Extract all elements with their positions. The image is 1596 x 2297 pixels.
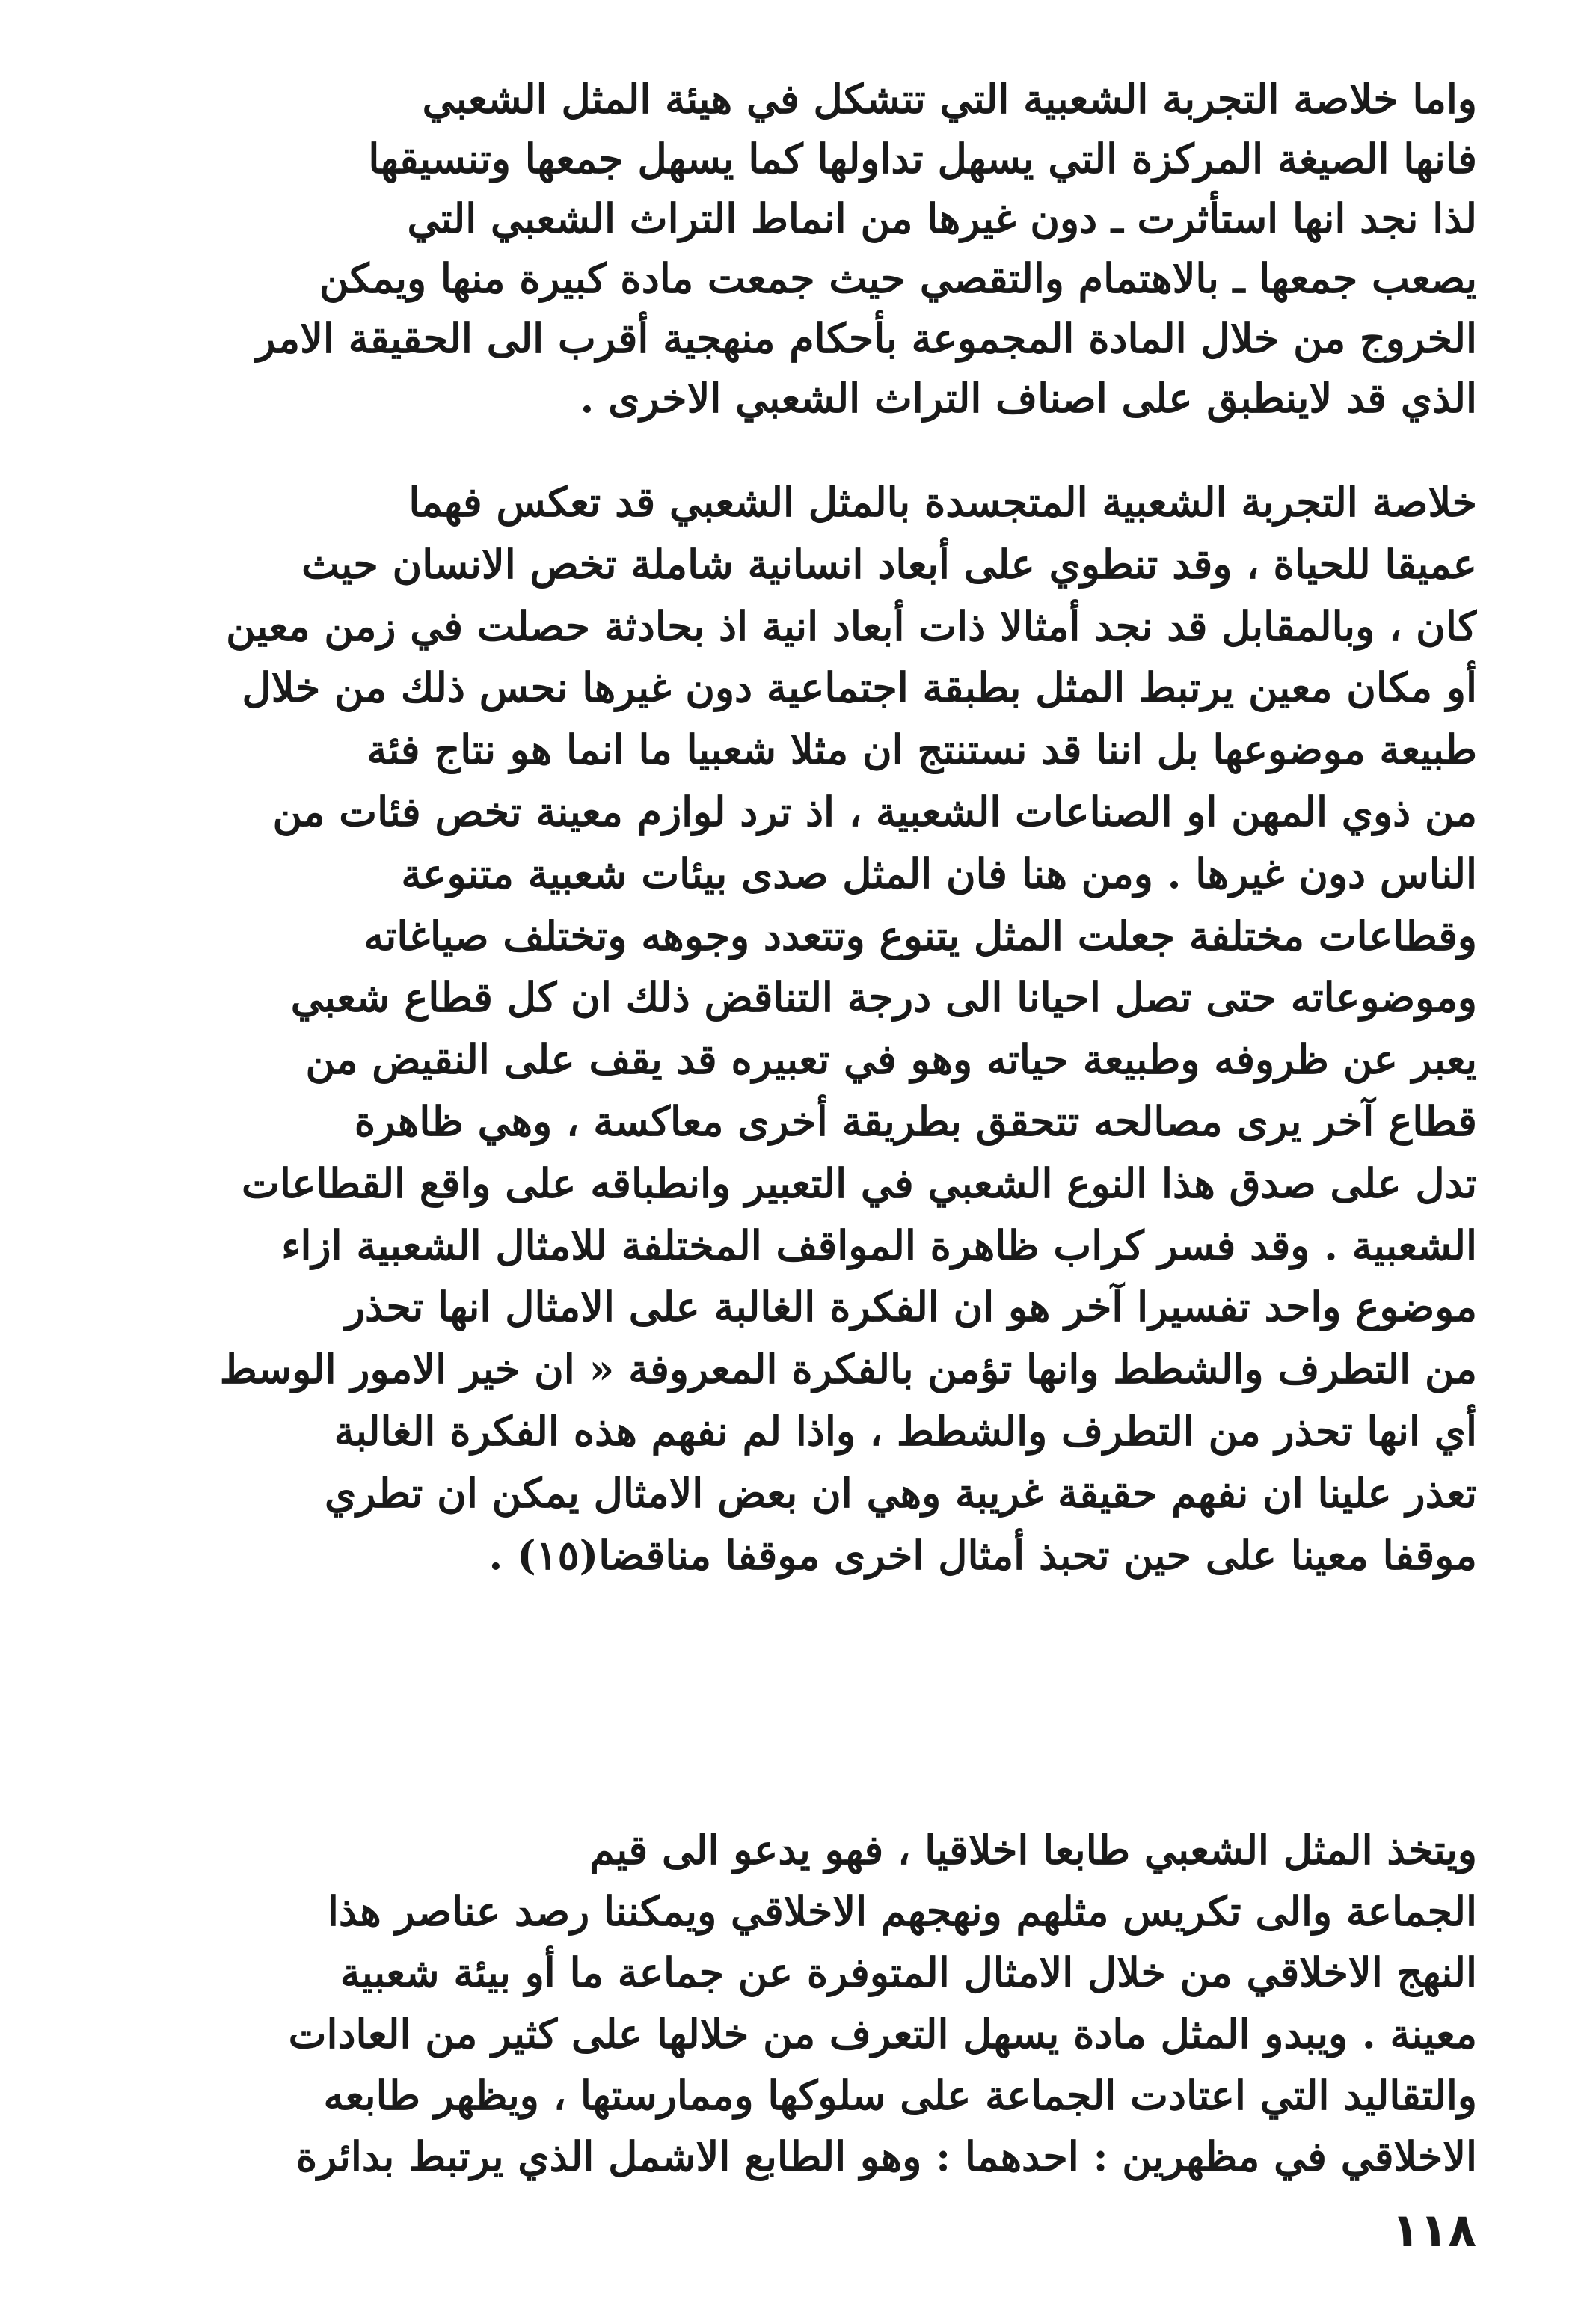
text-line: من ذوي المهن او الصناعات الشعبية ، اذ ترد لوازم معينة تخص فئات من [272, 787, 1477, 835]
text-line: تدل على صدق هذا النوع الشعبي في التعبير وانطباقه على واقع القطاعات [242, 1159, 1477, 1207]
text-line: لذا نجد انها استأثرت ـ دون غيرها من انماط التراث الشعبي التي [407, 194, 1477, 242]
paragraph-2 [153, 471, 1477, 1586]
paragraph-3 [153, 1819, 1477, 2187]
text-line: الشعبية . وقد فسر كراب ظاهرة المواقف المختلفة للامثال الشعبية ازاء [281, 1221, 1477, 1269]
text-line: النهج الاخلاقي من خلال الامثال المتوفرة عن جماعة ما أو بيئة شعبية [340, 1948, 1477, 1996]
text-line: الخروج من خلال المادة المجموعة بأحكام منهجية أقرب الى الحقيقة الامر [256, 314, 1477, 362]
text-line: خلاصة التجربة الشعبية المتجسدة بالمثل الشعبي قد تعكس فهما [408, 478, 1477, 526]
text-line: يصعب جمعها ـ بالاهتمام والتقصي حيث جمعت مادة كبيرة منها ويمكن [319, 254, 1477, 302]
text-line: تعذر علينا ان نفهم حقيقة غريبة وهي ان بعض الامثال يمكن ان تطري [324, 1468, 1477, 1517]
text-line: واما خلاصة التجربة الشعبية التي تتشكل في هيئة المثل الشعبي [422, 75, 1477, 123]
text-line: الناس دون غيرها . ومن هنا فان المثل صدى بيئات شعبية متنوعة [401, 849, 1477, 898]
paragraph-1 [153, 69, 1477, 428]
text-line: موضوع واحد تفسيرا آخر هو ان الفكرة الغالبة على الامثال انها تحذر [345, 1283, 1477, 1331]
text-line: والتقاليد التي اعتادت الجماعة على سلوكها وممارستها ، ويظهر طابعه [323, 2071, 1477, 2119]
text-line: الذي قد لاينطبق على اصناف التراث الشعبي الاخرى . [580, 374, 1477, 422]
text-line: من التطرف والشطط وانها تؤمن بالفكرة المعروفة « ان خير الامور الوسط [219, 1345, 1477, 1393]
text-line: قطاع آخر يرى مصالحه تتحقق بطريقة أخرى معاكسة ، وهي ظاهرة [354, 1097, 1477, 1145]
text-line: وموضوعاته حتى تصل احيانا الى درجة التناقض ذلك ان كل قطاع شعبي [290, 973, 1477, 1022]
text-line: فانها الصيغة المركزة التي يسهل تداولها كما يسهل جمعها وتنسيقها [368, 135, 1477, 183]
text-line: وقطاعات مختلفة جعلت المثل يتنوع وتتعدد وجوهه وتختلف صياغاته [363, 911, 1477, 960]
text-line: طبيعة موضوعها بل اننا قد نستنتج ان مثلا شعبيا ما انما هو نتاج فئة [366, 726, 1477, 774]
text-line: يعبر عن ظروفه وطبيعة حياته وهو في تعبيره قد يقف على النقيض من [305, 1035, 1477, 1084]
page-number: ١١٨ [1391, 2203, 1476, 2257]
text-line: كان ، وبالمقابل قد نجد أمثالا ذات أبعاد انية اذ بحادثة حصلت في زمن معين [226, 601, 1477, 650]
text-line: الاخلاقي في مظهرين : احدهما : وهو الطابع الاشمل الذي يرتبط بدائرة [295, 2132, 1477, 2180]
text-line: معينة . ويبدو المثل مادة يسهل التعرف من خلالها على كثير من العادات [288, 2010, 1477, 2058]
text-line: أي انها تحذر من التطرف والشطط ، واذا لم نفهم هذه الفكرة الغالبة [334, 1406, 1477, 1455]
text-line: موقفا معينا على حين تحبذ أمثال اخرى موقفا مناقضا(١٥) . [488, 1530, 1477, 1579]
text-line: أو مكان معين يرتبط المثل بطبقة اجتماعية دون غيرها نحس ذلك من خلال [242, 663, 1477, 712]
text-line: ويتخذ المثل الشعبي طابعا اخلاقيا ، فهو يدعو الى قيم [589, 1826, 1477, 1874]
text-line: الجماعة والى تكريس مثلهم ونهجهم الاخلاقي ويمكننا رصد عناصر هذا [327, 1887, 1477, 1935]
text-line: عميقا للحياة ، وقد تنطوي على أبعاد انسانية شاملة تخص الانسان حيث [301, 539, 1477, 588]
